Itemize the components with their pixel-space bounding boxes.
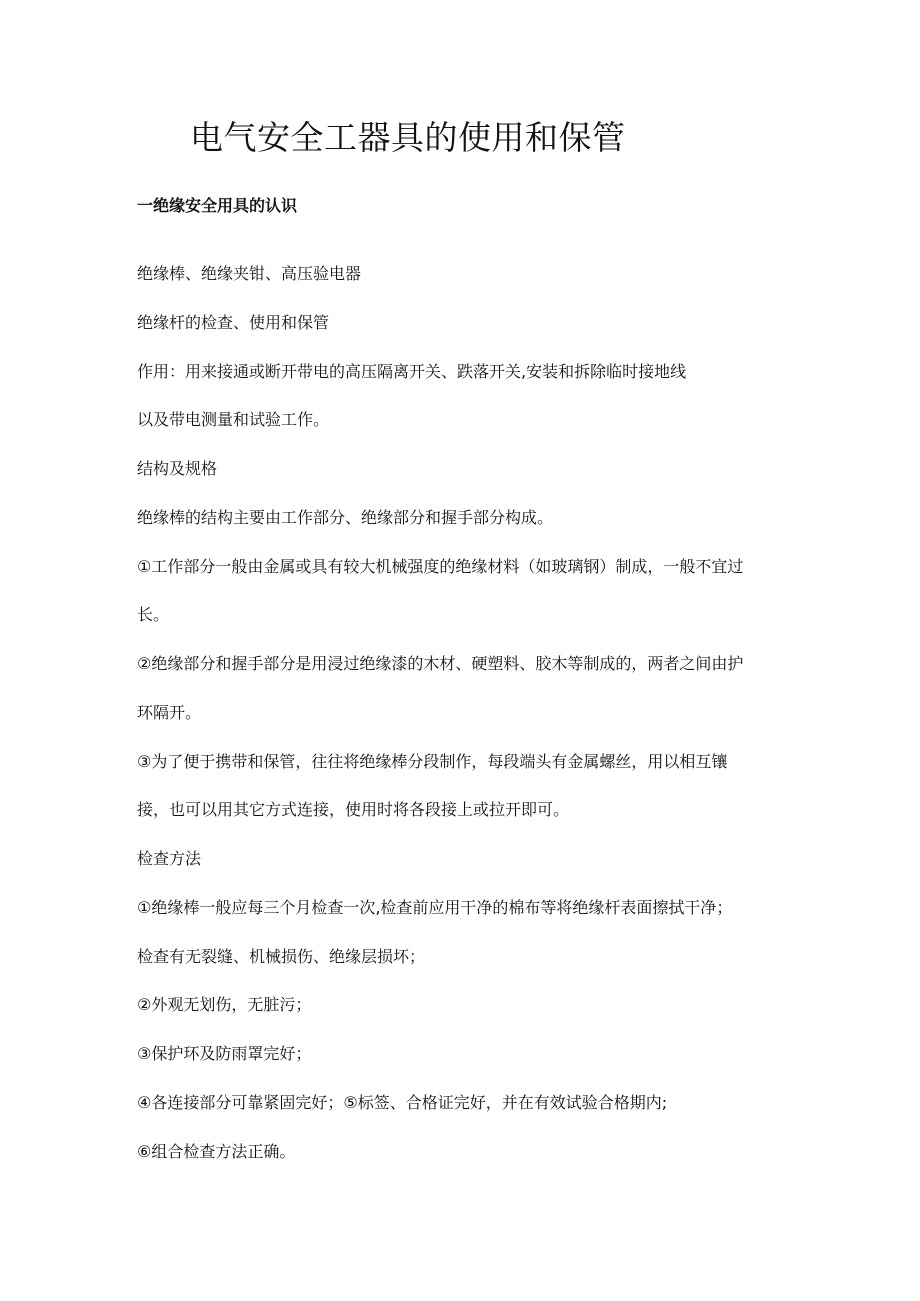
- body-line: ①绝缘棒一般应每三个月检查一次,检查前应用干净的棉布等将绝缘杆表面擦拭干净；: [137, 898, 733, 917]
- subheading-line: 检查方法: [137, 849, 202, 868]
- body-line: 长。: [137, 605, 170, 624]
- body-line: ③为了便于携带和保管，往往将绝缘棒分段制作，每段端头有金属螺丝，用以相互镶: [137, 752, 728, 771]
- body-line: 绝缘杆的检查、使用和保管: [137, 313, 330, 332]
- body-line: ③保护环及防雨罩完好；: [137, 1044, 312, 1063]
- body-line: 作用：用来接通或断开带电的高压隔离开关、跌落开关,安装和拆除临时接地线: [137, 362, 687, 381]
- body-line: 绝缘棒的结构主要由工作部分、绝缘部分和握手部分构成。: [137, 508, 554, 527]
- body-line: ②外观无划伤，无脏污；: [137, 995, 312, 1014]
- subheading-line: 结构及规格: [137, 459, 218, 478]
- document-title: 电气安全工器具的使用和保管: [190, 118, 626, 157]
- body-line: 检查有无裂缝、机械损伤、绝缘层损坏；: [137, 947, 426, 966]
- body-line: 绝缘棒、绝缘夹钳、高压验电器: [137, 264, 362, 283]
- body-line: ①工作部分一般由金属或具有较大机械强度的绝缘材料（如玻璃钢）制成，一般不宜过: [137, 557, 744, 576]
- body-line: ④各连接部分可靠紧固完好；⑤标签、合格证完好，并在有效试验合格期内;: [137, 1093, 668, 1112]
- body-line: ②绝缘部分和握手部分是用浸过绝缘漆的木材、硬塑料、胶木等制成的，两者之间由护: [137, 654, 744, 673]
- section-heading: 一绝缘安全用具的认识: [137, 196, 298, 215]
- body-line: ⑥组合检查方法正确。: [137, 1142, 296, 1161]
- body-line: 以及带电测量和试验工作。: [137, 410, 330, 429]
- body-line: 接，也可以用其它方式连接，使用时将各段接上或拉开即可。: [137, 800, 570, 819]
- body-line: 环隔开。: [137, 703, 202, 722]
